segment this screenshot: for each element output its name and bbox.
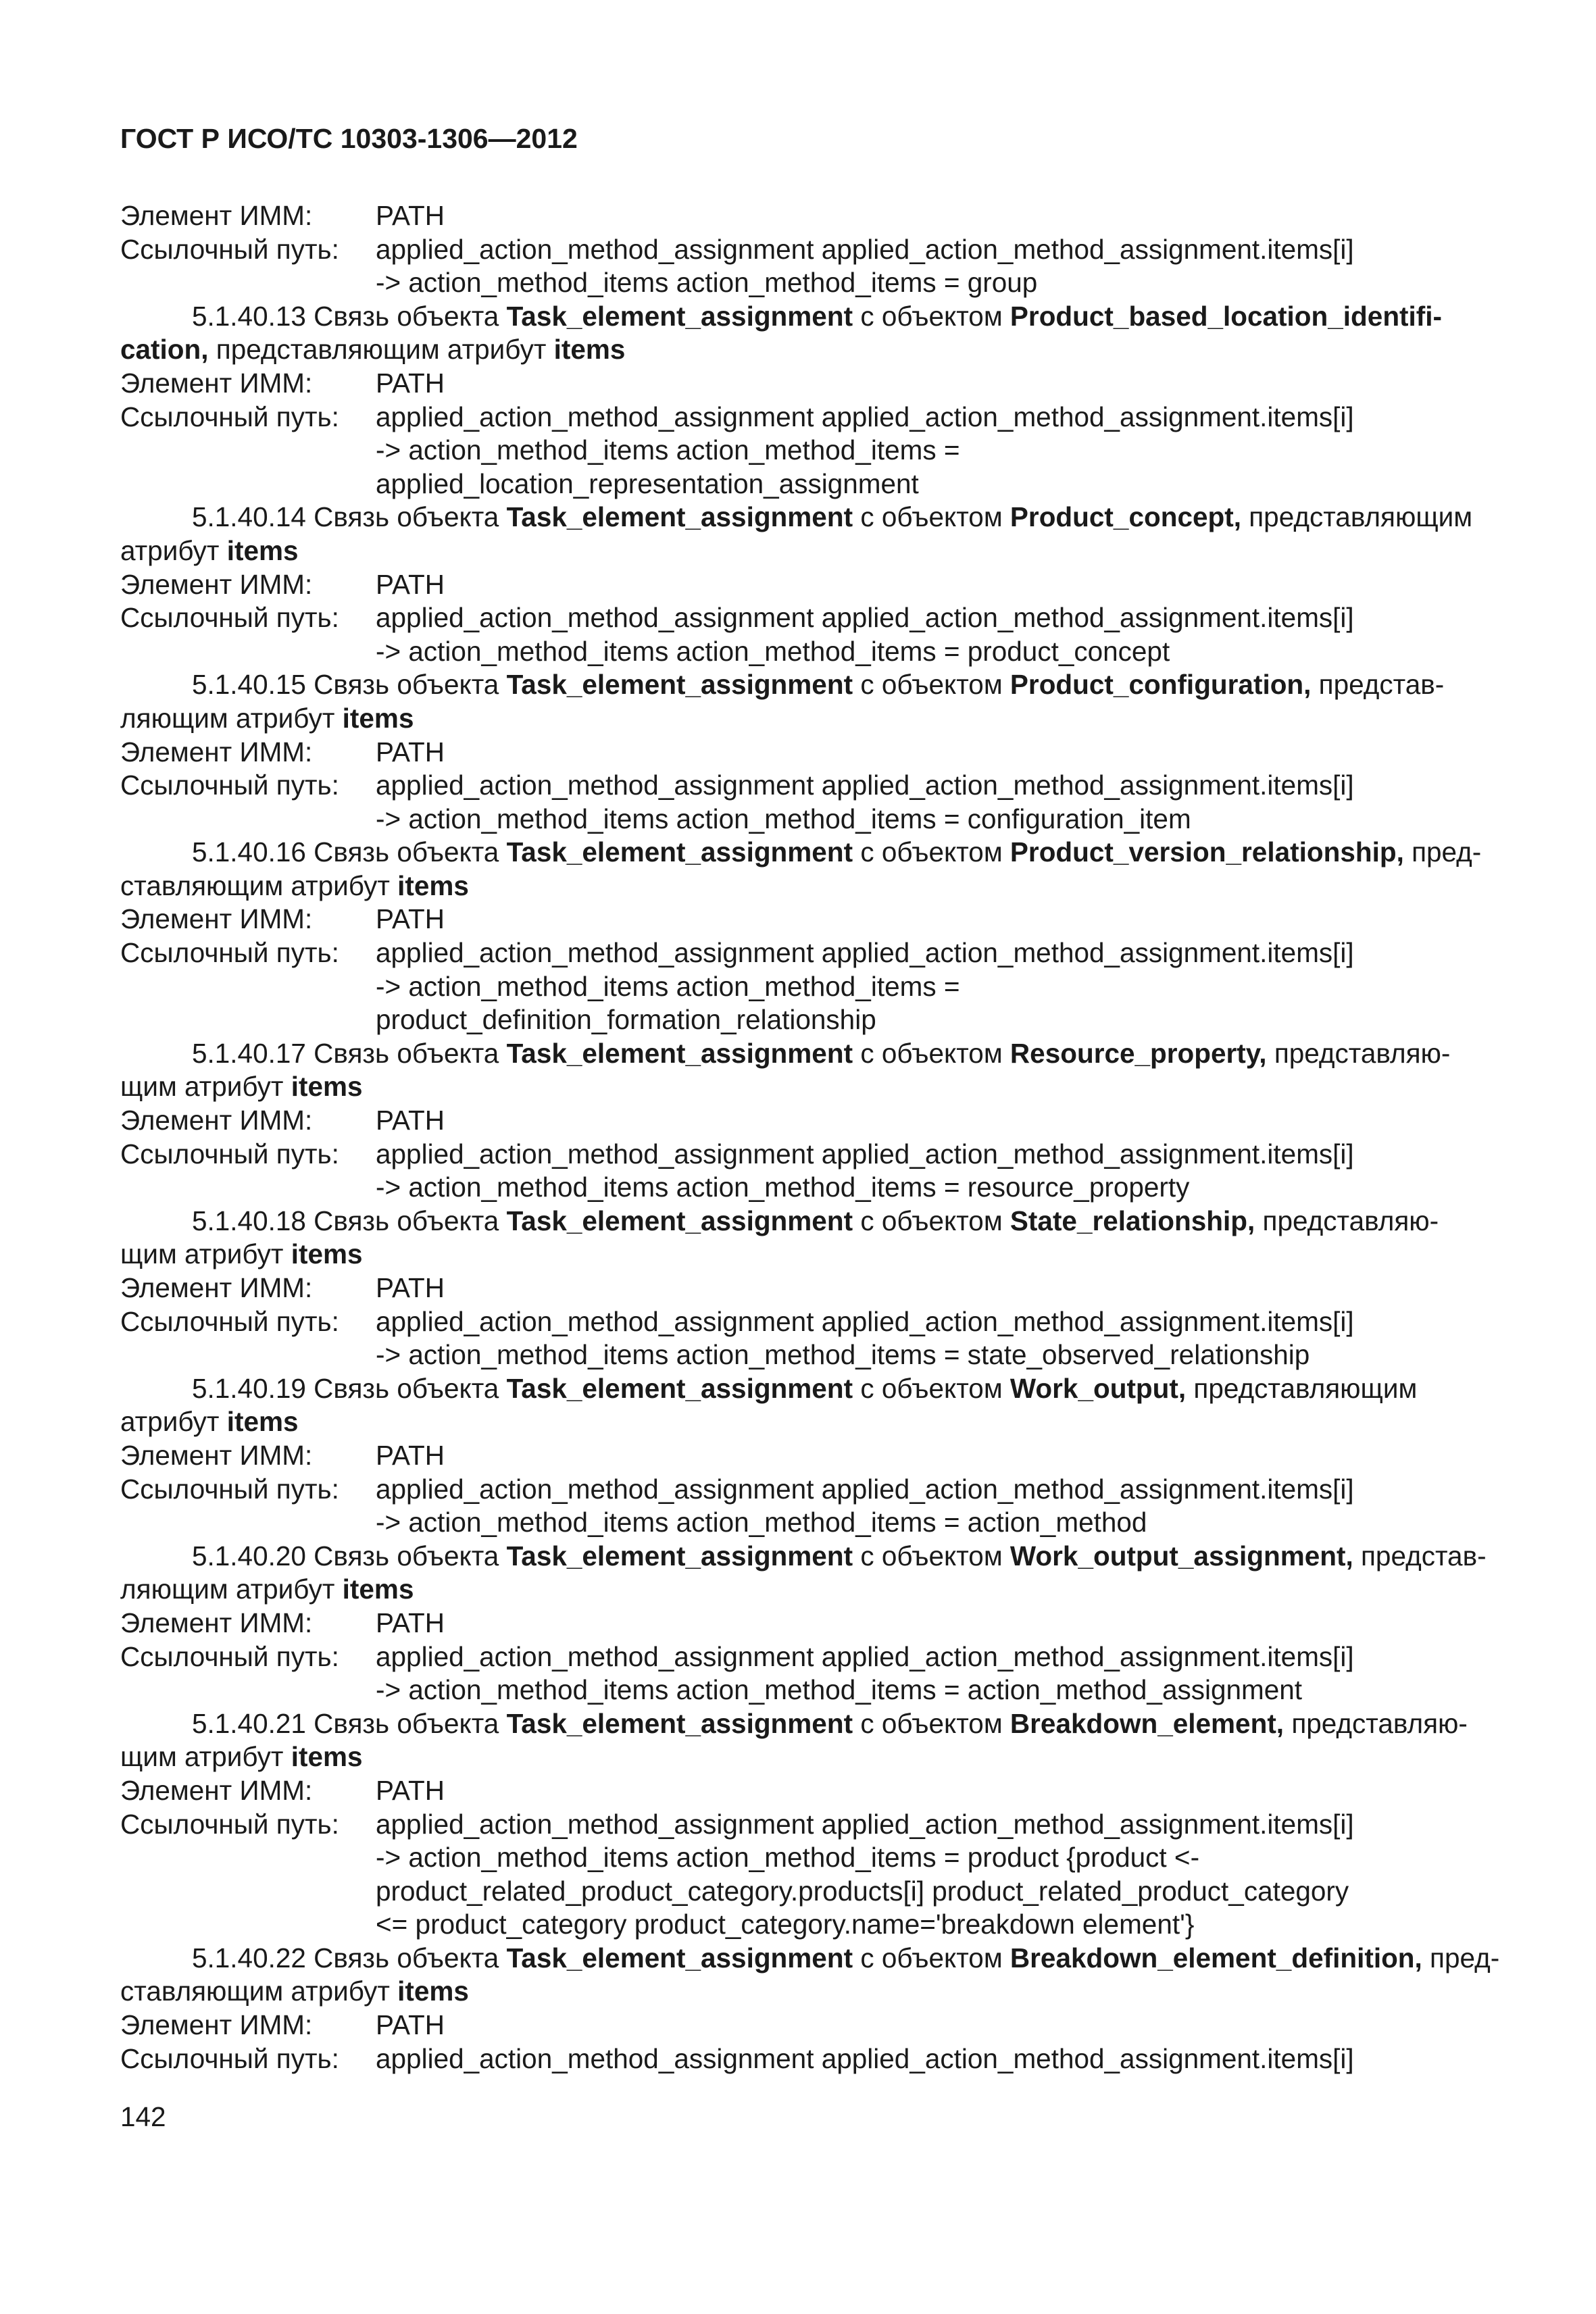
mapping-section [120, 1942, 1500, 2076]
reference-path-line: applied_action_method_assignment applied_action_method_assignment.items[i] [376, 2042, 1354, 2074]
reference-path-line: -> action_method_items action_method_items = state_observed_relationship [376, 1339, 1310, 1371]
mim-element-label: Элемент ИММ: [120, 367, 313, 399]
reference-path-label: Ссылочный путь: [120, 401, 339, 432]
section-heading [120, 501, 1485, 534]
section-heading-text: ставляющим атрибут [120, 870, 398, 901]
attribute-name: items [342, 1574, 414, 1605]
section-heading-continuation [120, 1740, 1485, 1774]
reference-path-label: Ссылочный путь: [120, 937, 339, 969]
section-heading-text: представляю- [1255, 1205, 1439, 1236]
section-heading-text: представ- [1311, 669, 1445, 701]
top-mapping-block [120, 199, 1485, 300]
section-heading-text: с объектом [853, 1942, 1010, 1973]
reference-path-line: -> action_method_items action_method_items = action_method [376, 1507, 1147, 1538]
mim-element-label: Элемент ИММ: [120, 568, 313, 600]
mim-element-row [120, 1774, 1485, 1808]
mim-element-label: Элемент ИММ: [120, 1774, 313, 1806]
mim-element-label: Элемент ИММ: [120, 200, 313, 231]
section-heading [120, 1205, 1485, 1238]
attribute-name: items [291, 1238, 363, 1270]
document-page [120, 118, 1500, 2076]
mim-element-value: PATH [376, 2009, 445, 2041]
reference-path-row [120, 1305, 1485, 1339]
reference-path-label: Ссылочный путь: [120, 1640, 339, 1672]
attribute-name: items [397, 870, 469, 901]
reference-path-line: <= product_category product_category.name='breakdown element'} [376, 1909, 1195, 1940]
mim-element-label: Элемент ИММ: [120, 1607, 313, 1638]
section-heading-text: с объектом [853, 300, 1010, 332]
section-heading [120, 836, 1485, 870]
mim-element-row [120, 1104, 1485, 1138]
section-heading-text: пред- [1422, 1942, 1500, 1973]
section-heading-text: 5.1.40.21 Связь объекта [192, 1707, 507, 1739]
reference-path-row [120, 1473, 1485, 1507]
reference-path-line: -> action_method_items action_method_items = product {product <- [376, 1842, 1200, 1873]
mim-element-row [120, 199, 1485, 233]
mim-element-value: PATH [376, 1272, 445, 1303]
mim-element-value: PATH [376, 1105, 445, 1136]
section-heading-text: с объектом [853, 836, 1010, 868]
reference-path-label: Ссылочный путь: [120, 602, 339, 634]
mapping-section [120, 501, 1485, 668]
section-heading-text: 5.1.40.22 Связь объекта [192, 1942, 507, 1973]
section-heading-text: представ- [1353, 1540, 1487, 1571]
reference-path-line: product_related_product_category.products[i] product_related_product_category [376, 1875, 1349, 1907]
mapping-section [120, 300, 1485, 501]
target-entity-name: Breakdown_element, [1009, 1707, 1285, 1739]
target-entity-name: Product_configuration, [1009, 669, 1312, 701]
section-heading-text: с объектом [853, 1707, 1010, 1739]
reference-path-label: Ссылочный путь: [120, 1473, 339, 1505]
section-heading-text: 5.1.40.17 Связь объекта [192, 1037, 507, 1069]
section-heading-text: ставляющим атрибут [120, 1976, 398, 2007]
entity-name: Task_element_assignment [506, 1942, 853, 1973]
mapping-section [120, 1707, 1485, 1942]
section-heading-text: представляющим [1241, 501, 1473, 533]
target-entity-name: Breakdown_element_definition, [1009, 1942, 1422, 1973]
reference-path-label: Ссылочный путь: [120, 1305, 339, 1337]
section-heading-text: представляющим атрибут [208, 334, 554, 366]
mim-element-value: PATH [376, 1774, 445, 1806]
section-heading-continuation [120, 702, 1485, 736]
entity-name: Task_element_assignment [506, 1037, 853, 1069]
target-entity-name: State_relationship, [1009, 1205, 1255, 1236]
section-heading-continuation [120, 1405, 1485, 1439]
reference-path-line: applied_action_method_assignment applied_action_method_assignment.items[i] [376, 1808, 1354, 1840]
section-heading-text: щим атрибут [120, 1071, 291, 1103]
section-heading [120, 300, 1485, 334]
mim-element-label: Элемент ИММ: [120, 736, 313, 768]
mapping-section [120, 1540, 1485, 1707]
reference-path-line: applied_action_method_assignment applied_action_method_assignment.items[i] [376, 1640, 1354, 1672]
section-heading-text: с объектом [853, 669, 1010, 701]
target-entity-name: Product_based_location_identifi- [1009, 300, 1443, 332]
reference-path-row [120, 1138, 1485, 1172]
section-heading [120, 668, 1485, 702]
target-entity-name: Resource_property, [1009, 1037, 1267, 1069]
mapping-section [120, 836, 1485, 1037]
mim-element-value: PATH [376, 1439, 445, 1471]
attribute-name: items [342, 702, 414, 734]
mim-element-value: PATH [376, 736, 445, 768]
section-heading-text: ляющим атрибут [120, 702, 343, 734]
mim-element-row [120, 568, 1485, 602]
mim-element-label: Элемент ИММ: [120, 1105, 313, 1136]
section-heading-text: щим атрибут [120, 1238, 291, 1270]
target-entity-name: Product_version_relationship, [1009, 836, 1404, 868]
mim-element-value: PATH [376, 568, 445, 600]
section-heading-text: 5.1.40.19 Связь объекта [192, 1372, 507, 1404]
reference-path-label: Ссылочный путь: [120, 233, 339, 265]
reference-path-line: applied_action_method_assignment applied_action_method_assignment.items[i] [376, 1473, 1354, 1505]
target-entity-name: cation, [120, 334, 209, 366]
reference-path-line: -> action_method_items action_method_items = resource_property [376, 1172, 1190, 1203]
section-heading-text: щим атрибут [120, 1741, 291, 1773]
mim-element-row [120, 1272, 1485, 1305]
section-heading-continuation [120, 534, 1485, 568]
section-heading-text: представляю- [1266, 1037, 1451, 1069]
entity-name: Task_element_assignment [506, 836, 853, 868]
target-entity-name: Work_output_assignment, [1009, 1540, 1353, 1571]
section-heading-continuation [120, 333, 1485, 367]
reference-path-row [120, 1808, 1485, 1842]
entity-name: Task_element_assignment [506, 501, 853, 533]
mim-element-value: PATH [376, 200, 445, 231]
reference-path-line: -> action_method_items action_method_items = configuration_item [376, 803, 1191, 834]
attribute-name: items [553, 334, 626, 366]
target-entity-name: Work_output, [1009, 1372, 1187, 1404]
reference-path-row [120, 601, 1485, 635]
reference-path-line: applied_action_method_assignment applied_action_method_assignment.items[i] [376, 937, 1354, 969]
mim-element-label: Элемент ИММ: [120, 1272, 313, 1303]
reference-path-line: -> action_method_items action_method_items = group [376, 267, 1038, 299]
section-heading-text: 5.1.40.18 Связь объекта [192, 1205, 507, 1236]
reference-path-line: applied_action_method_assignment applied_action_method_assignment.items[i] [376, 770, 1354, 801]
section-heading-text: с объектом [853, 1372, 1010, 1404]
entity-name: Task_element_assignment [506, 1540, 853, 1571]
reference-path-line: applied_location_representation_assignment [376, 468, 919, 499]
mim-element-row [120, 1607, 1485, 1640]
section-heading-text: атрибут [120, 1406, 227, 1438]
reference-path-line: product_definition_formation_relationship [376, 1004, 876, 1036]
reference-path-line: applied_action_method_assignment applied_action_method_assignment.items[i] [376, 401, 1354, 432]
mim-element-label: Элемент ИММ: [120, 2009, 313, 2041]
section-heading [120, 1707, 1485, 1741]
mim-element-row [120, 1439, 1485, 1473]
mim-element-row [120, 367, 1485, 401]
section-heading-text: 5.1.40.15 Связь объекта [192, 669, 507, 701]
reference-path-label: Ссылочный путь: [120, 770, 339, 801]
entity-name: Task_element_assignment [506, 669, 853, 701]
mapping-sections [120, 300, 1500, 2076]
mim-element-row [120, 736, 1485, 770]
section-heading-text: с объектом [853, 1540, 1010, 1571]
reference-path-line: applied_action_method_assignment applied_action_method_assignment.items[i] [376, 233, 1354, 265]
mapping-section [120, 1372, 1485, 1540]
attribute-name: items [226, 534, 299, 566]
reference-path-line: applied_action_method_assignment applied_action_method_assignment.items[i] [376, 602, 1354, 634]
mim-element-label: Элемент ИММ: [120, 1439, 313, 1471]
attribute-name: items [291, 1071, 363, 1103]
section-heading [120, 1372, 1485, 1406]
mim-element-row [120, 2009, 1485, 2042]
section-heading-continuation [120, 1975, 1485, 2009]
reference-path-label: Ссылочный путь: [120, 2042, 339, 2074]
section-heading-text: 5.1.40.20 Связь объекта [192, 1540, 507, 1571]
reference-path-row [120, 401, 1485, 434]
section-heading-text: 5.1.40.16 Связь объекта [192, 836, 507, 868]
section-heading-text: с объектом [853, 1037, 1010, 1069]
document-header: ГОСТ Р ИСО/ТС 10303-1306—2012 [120, 123, 578, 154]
section-heading-text: с объектом [853, 501, 1010, 533]
section-heading-text: ляющим атрибут [120, 1574, 343, 1605]
section-heading-text: с объектом [853, 1205, 1010, 1236]
mim-element-label: Элемент ИММ: [120, 903, 313, 935]
reference-path-row [120, 2042, 1485, 2076]
section-heading [120, 1540, 1485, 1574]
reference-path-line: -> action_method_items action_method_items = action_method_assignment [376, 1674, 1303, 1706]
reference-path-label: Ссылочный путь: [120, 1138, 339, 1169]
mim-element-value: PATH [376, 367, 445, 399]
reference-path-label: Ссылочный путь: [120, 1808, 339, 1840]
mapping-section [120, 1037, 1485, 1205]
section-heading-text: 5.1.40.14 Связь объекта [192, 501, 507, 533]
reference-path-row [120, 233, 1485, 267]
entity-name: Task_element_assignment [506, 1205, 853, 1236]
section-heading-text: представляю- [1284, 1707, 1468, 1739]
section-heading-text: пред- [1403, 836, 1482, 868]
reference-path-line: -> action_method_items action_method_items = [376, 434, 960, 466]
section-heading-continuation [120, 1573, 1485, 1607]
section-heading-text: 5.1.40.13 Связь объекта [192, 300, 507, 332]
section-heading [120, 1942, 1500, 1976]
section-heading-continuation [120, 870, 1485, 903]
target-entity-name: Product_concept, [1009, 501, 1241, 533]
attribute-name: items [226, 1406, 299, 1438]
section-heading [120, 1037, 1485, 1071]
mapping-section [120, 668, 1485, 836]
reference-path-row [120, 936, 1485, 970]
reference-path-row [120, 769, 1485, 803]
mapping-section [120, 1205, 1485, 1372]
reference-path-row [120, 1640, 1485, 1674]
reference-path-line: -> action_method_items action_method_items = [376, 970, 960, 1002]
entity-name: Task_element_assignment [506, 1707, 853, 1739]
attribute-name: items [291, 1741, 363, 1773]
reference-path-line: applied_action_method_assignment applied_action_method_assignment.items[i] [376, 1138, 1354, 1169]
page-number: 142 [120, 2101, 166, 2132]
attribute-name: items [397, 1976, 469, 2007]
section-heading-continuation [120, 1238, 1485, 1272]
reference-path-line: applied_action_method_assignment applied_action_method_assignment.items[i] [376, 1305, 1354, 1337]
mim-element-value: PATH [376, 903, 445, 935]
reference-path-line: -> action_method_items action_method_items = product_concept [376, 635, 1170, 667]
entity-name: Task_element_assignment [506, 300, 853, 332]
section-heading-text: атрибут [120, 534, 227, 566]
entity-name: Task_element_assignment [506, 1372, 853, 1404]
mim-element-value: PATH [376, 1607, 445, 1638]
mim-element-row [120, 903, 1485, 936]
section-heading-text: представляющим [1186, 1372, 1418, 1404]
section-heading-continuation [120, 1070, 1485, 1104]
